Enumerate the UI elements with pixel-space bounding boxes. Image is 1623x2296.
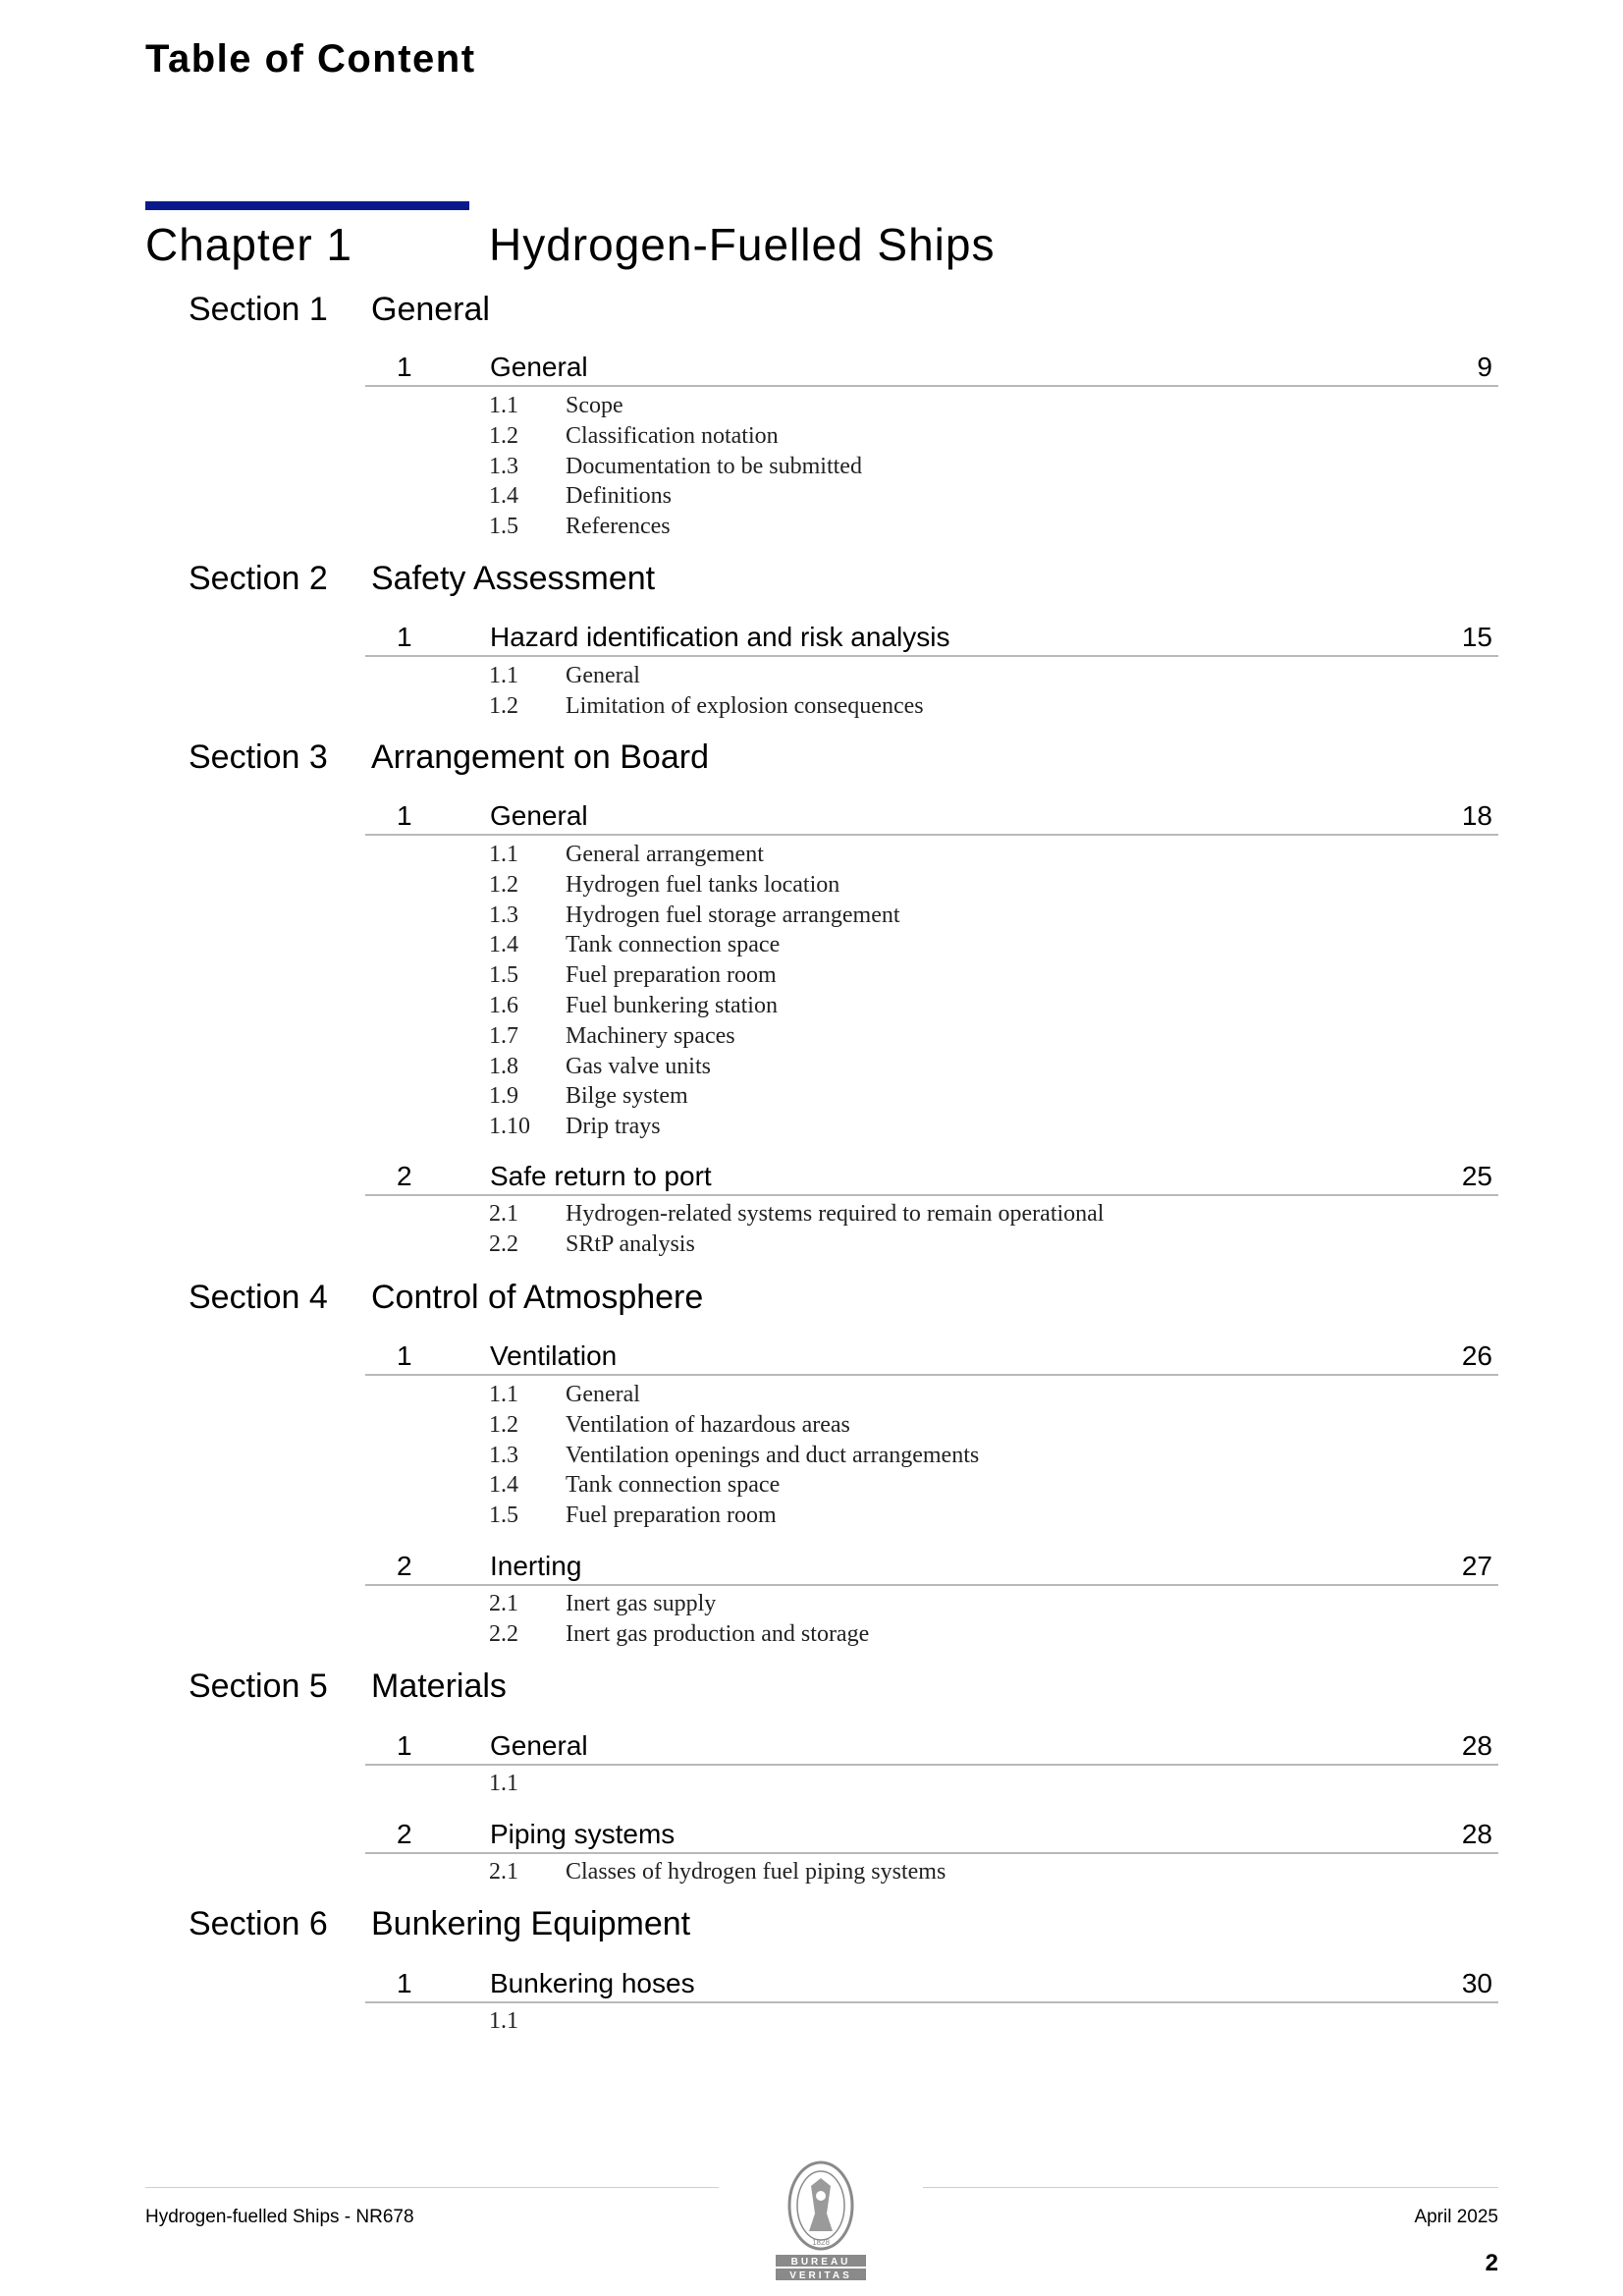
article-row[interactable]: [365, 1724, 1498, 1766]
section-label: Section 6: [189, 1905, 328, 1942]
chapter-heading: [145, 218, 1500, 277]
subsection-title: Drip trays: [566, 1114, 661, 1140]
subsection-title: Documentation to be submitted: [566, 453, 862, 479]
subsection-number: 1.5: [489, 1503, 518, 1529]
article-page-number: 30: [1461, 1968, 1492, 1998]
subsection-title: Machinery spaces: [566, 1022, 735, 1049]
footer-divider-right: [923, 2187, 1498, 2188]
subsection-number: 1.2: [489, 422, 518, 449]
article-row[interactable]: [365, 346, 1498, 387]
article-row[interactable]: [365, 1155, 1498, 1196]
subsection-number: 1.9: [489, 1083, 518, 1110]
section-heading: [0, 560, 1623, 599]
section-title[interactable]: Safety Assessment: [371, 560, 656, 597]
section-title[interactable]: Arrangement on Board: [371, 738, 709, 776]
subsection-title: Hydrogen fuel tanks location: [566, 871, 840, 898]
article-page-number: 18: [1461, 800, 1492, 831]
article-number: 1: [397, 352, 412, 382]
subsection-number: 1.4: [489, 932, 518, 958]
subsection-title: Hydrogen fuel storage arrangement: [566, 902, 900, 928]
article-row[interactable]: [365, 1813, 1498, 1854]
article-title: Bunkering hoses: [490, 1968, 695, 1998]
section-title[interactable]: Materials: [371, 1667, 507, 1705]
article-row[interactable]: [365, 616, 1498, 657]
article-page-number: 26: [1461, 1340, 1492, 1371]
article-number: 1: [397, 1730, 412, 1761]
subsection-number: 1.1: [489, 1771, 518, 1796]
article-row[interactable]: [365, 1962, 1498, 2003]
subsection-number: 1.6: [489, 993, 518, 1018]
subsection-number: 1.2: [489, 871, 518, 898]
subsection-title: Classes of hydrogen fuel piping systems: [566, 1859, 947, 1885]
subsection-number: 1.4: [489, 1472, 518, 1499]
subsection-title: Limitation of explosion consequences: [566, 692, 924, 719]
subsection-title: Fuel bunkering station: [566, 993, 778, 1018]
subsection-number: 2.2: [489, 1620, 518, 1647]
subsection-number: 1.1: [489, 393, 518, 418]
section-heading: [0, 1279, 1623, 1318]
subsection-title: Fuel preparation room: [566, 962, 777, 989]
article-number: 2: [397, 1819, 412, 1849]
section-heading: [0, 738, 1623, 778]
subsection-title: Hydrogen-related systems required to remain operational: [566, 1201, 1105, 1227]
subsection-title: Tank connection space: [566, 1472, 781, 1499]
subsection-title: General: [566, 663, 640, 688]
article-title: Hazard identification and risk analysis: [490, 622, 950, 652]
subsection-number: 1.3: [489, 453, 518, 479]
subsection-title: General arrangement: [566, 842, 764, 867]
article-number: 1: [397, 1968, 412, 1998]
section-label: Section 1: [189, 291, 328, 328]
article-number: 1: [397, 1340, 412, 1371]
article-number: 1: [397, 800, 412, 831]
subsection-title: General: [566, 1382, 640, 1407]
section-label: Section 3: [189, 738, 328, 776]
subsection-title: Inert gas production and storage: [566, 1620, 870, 1647]
chapter-accent-bar: [145, 201, 469, 210]
section-label: Section 5: [189, 1667, 328, 1705]
footer-document-title: Hydrogen-fuelled Ships - NR678: [145, 2207, 414, 2227]
subsection-title: SRtP analysis: [566, 1230, 695, 1257]
section-title[interactable]: Bunkering Equipment: [371, 1905, 691, 1942]
article-number: 1: [397, 622, 412, 652]
article-page-number: 15: [1461, 622, 1492, 652]
subsection-number: 1.5: [489, 962, 518, 989]
article-title: General: [490, 352, 588, 382]
subsection-number: 1.8: [489, 1053, 518, 1079]
subsection-title: Inert gas supply: [566, 1591, 717, 1616]
subsection-number: 1.1: [489, 2008, 518, 2034]
subsection-number: 1.4: [489, 483, 518, 510]
article-title: General: [490, 1730, 588, 1761]
subsection-number: 1.5: [489, 514, 518, 540]
article-title: General: [490, 800, 588, 831]
subsection-title: Scope: [566, 393, 623, 418]
subsection-title: Tank connection space: [566, 932, 781, 958]
subsection-title: Definitions: [566, 483, 672, 510]
subsection-title: Fuel preparation room: [566, 1503, 777, 1529]
article-title: Inerting: [490, 1551, 582, 1581]
subsection-number: 1.1: [489, 1382, 518, 1407]
subsection-title: Bilge system: [566, 1083, 688, 1110]
subsection-number: 1.2: [489, 1411, 518, 1438]
logo-word-top: BUREAU: [790, 2257, 851, 2268]
page-number: 2: [1485, 2250, 1498, 2276]
footer-date: April 2025: [1414, 2207, 1498, 2227]
subsection-number: 1.1: [489, 842, 518, 867]
subsection-number: 1.3: [489, 902, 518, 928]
article-page-number: 9: [1477, 352, 1492, 382]
subsection-number: 1.3: [489, 1442, 518, 1468]
article-title: Safe return to port: [490, 1161, 712, 1191]
article-number: 2: [397, 1161, 412, 1191]
subsection-number: 2.2: [489, 1230, 518, 1257]
subsection-number: 2.1: [489, 1859, 518, 1885]
section-heading: [0, 291, 1623, 330]
subsection-number: 1.2: [489, 692, 518, 719]
subsection-title: Classification notation: [566, 422, 779, 449]
section-label: Section 2: [189, 560, 328, 597]
subsection-title: Ventilation openings and duct arrangements: [566, 1442, 980, 1468]
bureau-veritas-logo: [768, 2157, 874, 2284]
subsection-number: 1.10: [489, 1114, 530, 1140]
section-title[interactable]: Control of Atmosphere: [371, 1279, 704, 1316]
subsection-number: 1.7: [489, 1022, 518, 1049]
article-row[interactable]: [365, 1335, 1498, 1376]
subsection-title: Gas valve units: [566, 1053, 711, 1079]
article-row[interactable]: [365, 794, 1498, 836]
subsection-title: Ventilation of hazardous areas: [566, 1411, 850, 1438]
article-number: 2: [397, 1551, 412, 1581]
footer-divider-left: [145, 2187, 719, 2188]
subsection-title: References: [566, 514, 671, 540]
section-label: Section 4: [189, 1279, 328, 1316]
article-row[interactable]: [365, 1545, 1498, 1586]
article-page-number: 28: [1461, 1730, 1492, 1761]
article-page-number: 27: [1461, 1551, 1492, 1581]
logo-year: 1828: [812, 2238, 830, 2247]
logo-word-bottom: VERITAS: [789, 2270, 852, 2281]
chapter-label: Chapter 1: [145, 219, 353, 270]
article-page-number: 28: [1461, 1819, 1492, 1849]
section-heading: [0, 1667, 1623, 1707]
article-title: Ventilation: [490, 1340, 618, 1371]
page-title: Table of Content: [145, 37, 476, 81]
subsection-number: 1.1: [489, 663, 518, 688]
article-title: Piping systems: [490, 1819, 676, 1849]
subsection-number: 2.1: [489, 1201, 518, 1227]
article-page-number: 25: [1461, 1161, 1492, 1191]
chapter-title: Hydrogen-Fuelled Ships: [489, 219, 996, 270]
section-title[interactable]: General: [371, 291, 490, 328]
section-heading: [0, 1905, 1623, 1944]
subsection-number: 2.1: [489, 1591, 518, 1616]
